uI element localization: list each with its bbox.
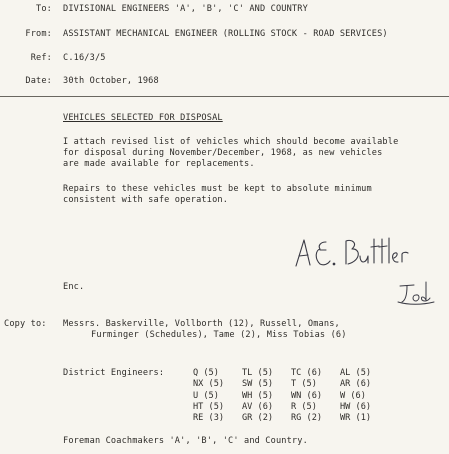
district-entry: AL (5) xyxy=(340,368,372,378)
district-entry: T (5) xyxy=(291,379,317,390)
district-entry: AR (6) xyxy=(340,379,372,390)
para2-line: consistent with safe operation. xyxy=(63,195,229,205)
district-entry: Q (5) xyxy=(193,368,219,378)
subject-heading: VEHICLES SELECTED FOR DISPOSAL xyxy=(63,113,223,123)
district-entry: GR (2) xyxy=(242,413,274,424)
para1-line: I attach revised list of vehicles which should become available xyxy=(63,137,399,147)
from-label: From: xyxy=(25,29,52,39)
ref-label: Ref: xyxy=(30,53,52,63)
handwritten-signature xyxy=(290,234,410,274)
header-divider xyxy=(0,96,449,97)
copy-to-line: Furminger (Schedules), Tame (2), Miss Tobias (6) xyxy=(91,330,347,340)
district-entry: HT (5) xyxy=(193,401,225,412)
para1-line: are made available for replacements. xyxy=(63,159,255,169)
district-row xyxy=(193,402,389,413)
district-entry: WN (6) xyxy=(291,390,323,401)
to-label: To: xyxy=(36,4,52,14)
district-entry: WH (5) xyxy=(242,390,274,401)
district-row xyxy=(193,391,389,402)
district-entry: SW (5) xyxy=(242,379,274,390)
district-entry: WR (1) xyxy=(340,413,372,424)
district-entry: W (6) xyxy=(340,390,366,401)
enclosure-label: Enc. xyxy=(63,282,85,292)
district-entry: HW (6) xyxy=(340,401,372,412)
district-entry: RG (2) xyxy=(291,413,323,424)
district-engineers-grid xyxy=(193,368,389,424)
district-entry: U (5) xyxy=(193,390,219,401)
district-engineers-label: District Engineers: xyxy=(63,368,165,378)
para2-line: Repairs to these vehicles must be kept to absolute minimum xyxy=(63,184,372,194)
from-value: ASSISTANT MECHANICAL ENGINEER (ROLLING STOCK - ROAD SERVICES) xyxy=(63,29,388,39)
district-row xyxy=(193,379,389,390)
date-label: Date: xyxy=(25,76,52,86)
ref-value: C.16/3/5 xyxy=(63,53,106,63)
district-entry: RE (3) xyxy=(193,413,225,424)
district-row xyxy=(193,368,389,379)
district-entry: NX (5) xyxy=(193,379,225,390)
foreman-coachmakers-line: Foreman Coachmakers 'A', 'B', 'C' and Country. xyxy=(63,436,308,446)
to-value: DIVISIONAL ENGINEERS 'A', 'B', 'C' AND COUNTRY xyxy=(63,4,308,14)
copy-to-line: Messrs. Baskerville, Vollborth (12), Russell, Omans, xyxy=(63,319,340,329)
copy-to-label: Copy to: xyxy=(4,319,47,329)
district-entry: R (5) xyxy=(291,401,317,412)
handwritten-initials xyxy=(396,278,436,306)
district-entry: TL (5) xyxy=(242,368,274,378)
district-entry: TC (6) xyxy=(291,368,323,378)
district-row xyxy=(193,413,389,424)
date-value: 30th October, 1968 xyxy=(63,76,159,86)
para1-line: for disposal during November/December, 1968, as new vehicles xyxy=(63,148,383,158)
district-entry: AV (6) xyxy=(242,401,274,412)
